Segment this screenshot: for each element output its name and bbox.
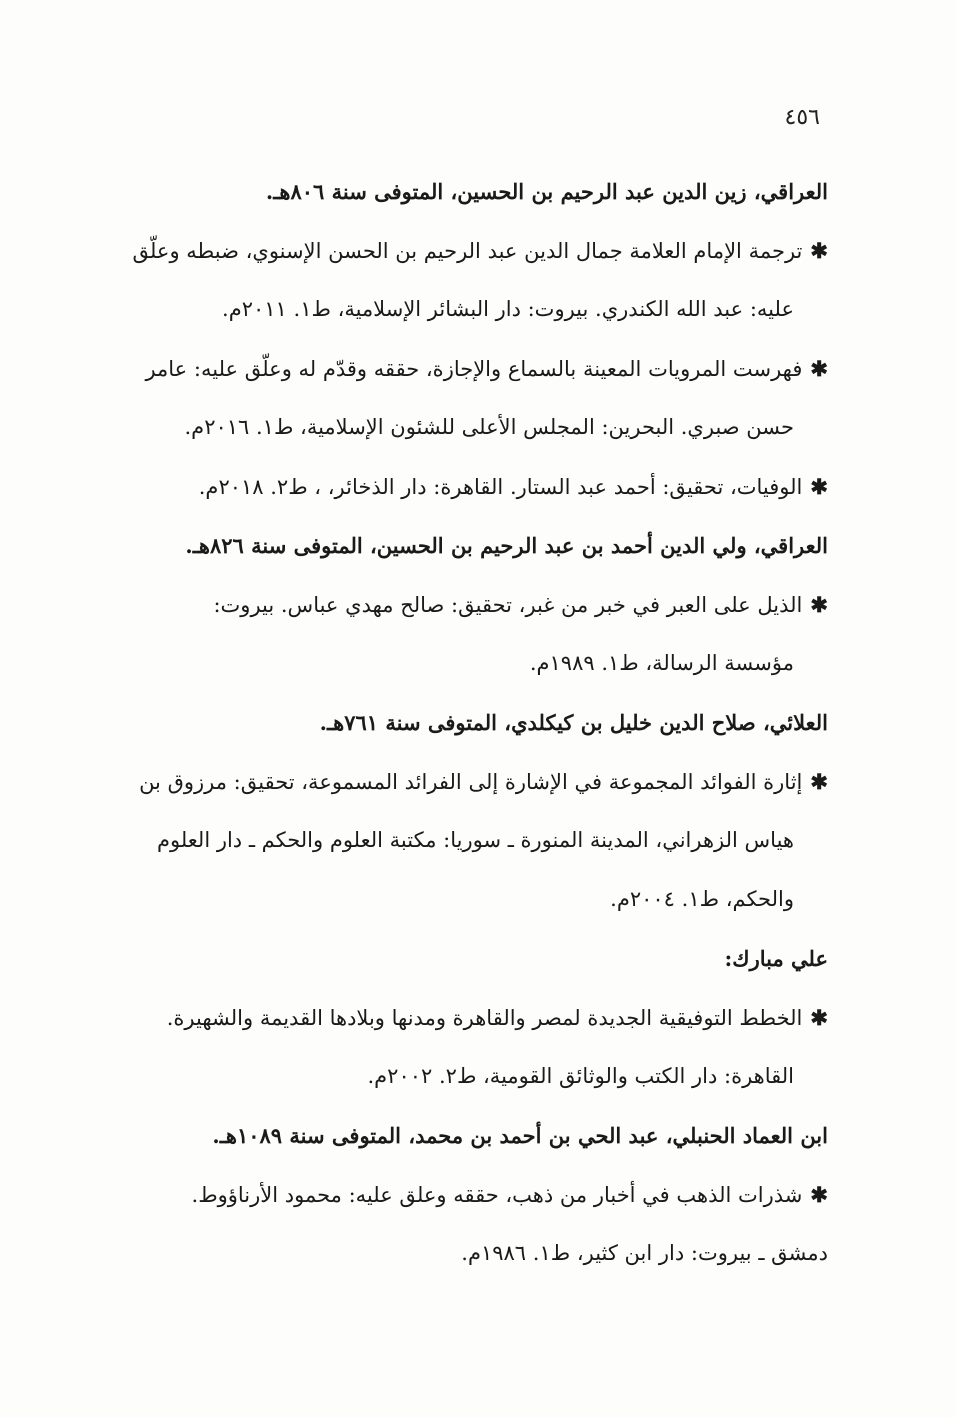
bibliography-entry-line: ✱شذرات الذهب في أخبار من ذهب، حققه وعلق عليه: محمود الأرناؤوط. [116, 1165, 828, 1224]
bibliography-entry-line: القاهرة: دار الكتب والوثائق القومية، ط٢. ٢٠٠٢م. [367, 1064, 794, 1088]
bibliography-entry-line: هياس الزهراني، المدينة المنورة ـ سوريا: مكتبة العلوم والحكم ـ دار العلوم [156, 828, 794, 852]
bibliography-entry-line: حسن صبري. البحرين: المجلس الأعلى للشئون الإسلامية، ط١. ٢٠١٦م. [184, 415, 794, 439]
bibliography-entry-line: والحكم، ط١. ٢٠٠٤م. [610, 887, 794, 911]
asterisk-bullet-icon: ✱ [810, 769, 828, 794]
bibliography-entry-line: ✱الخطط التوفيقية الجديدة لمصر والقاهرة ومدنها وبلادها القديمة والشهيرة. [116, 988, 828, 1047]
bibliography-entry-line: مؤسسة الرسالة، ط١. ١٩٨٩م. [529, 651, 794, 675]
bibliography-entry-line: دمشق ـ بيروت: دار ابن كثير، ط١. ١٩٨٦م. [461, 1241, 828, 1265]
asterisk-bullet-icon: ✱ [810, 1182, 828, 1207]
author-heading: علي مبارك: [724, 946, 828, 971]
author-heading: العراقي، ولي الدين أحمد بن عبد الرحيم بن الحسين، المتوفى سنة ٨٢٦هـ. [185, 533, 828, 558]
page-number: ٤٥٦ [784, 105, 820, 130]
bibliography-entry-line: ✱الوفيات، تحقيق: أحمد عبد الستار. القاهرة: دار الذخائر، ، ط٢. ٢٠١٨م. [116, 457, 828, 516]
author-heading: ابن العماد الحنبلي، عبد الحي بن أحمد بن محمد، المتوفى سنة ١٠٨٩هـ. [212, 1123, 828, 1148]
bibliography-content [116, 162, 828, 1283]
bibliography-entry-line: ✱الذيل على العبر في خبر من غبر، تحقيق: صالح مهدي عباس. بيروت: [116, 575, 828, 634]
asterisk-bullet-icon: ✱ [810, 1005, 828, 1030]
asterisk-bullet-icon: ✱ [810, 592, 828, 617]
bibliography-entry-line: ✱ترجمة الإمام العلامة جمال الدين عبد الرحيم بن الحسن الإسنوي، ضبطه وعلّق [116, 221, 828, 280]
asterisk-bullet-icon: ✱ [810, 356, 828, 381]
bibliography-entry-line: عليه: عبد الله الكندري. بيروت: دار البشائر الإسلامية، ط١. ٢٠١١م. [222, 297, 794, 321]
author-heading: العراقي، زين الدين عبد الرحيم بن الحسين، المتوفى سنة ٨٠٦هـ. [265, 179, 828, 204]
bibliography-entry-line: ✱إثارة الفوائد المجموعة في الإشارة إلى الفرائد المسموعة، تحقيق: مرزوق بن [116, 752, 828, 811]
asterisk-bullet-icon: ✱ [810, 474, 828, 499]
bibliography-entry-line: ✱فهرست المرويات المعينة بالسماع والإجازة، حققه وقدّم له وعلّق عليه: عامر [116, 339, 828, 398]
asterisk-bullet-icon: ✱ [810, 238, 828, 263]
author-heading: العلائي، صلاح الدين خليل بن كيكلدي، المتوفى سنة ٧٦١هـ. [319, 710, 828, 735]
